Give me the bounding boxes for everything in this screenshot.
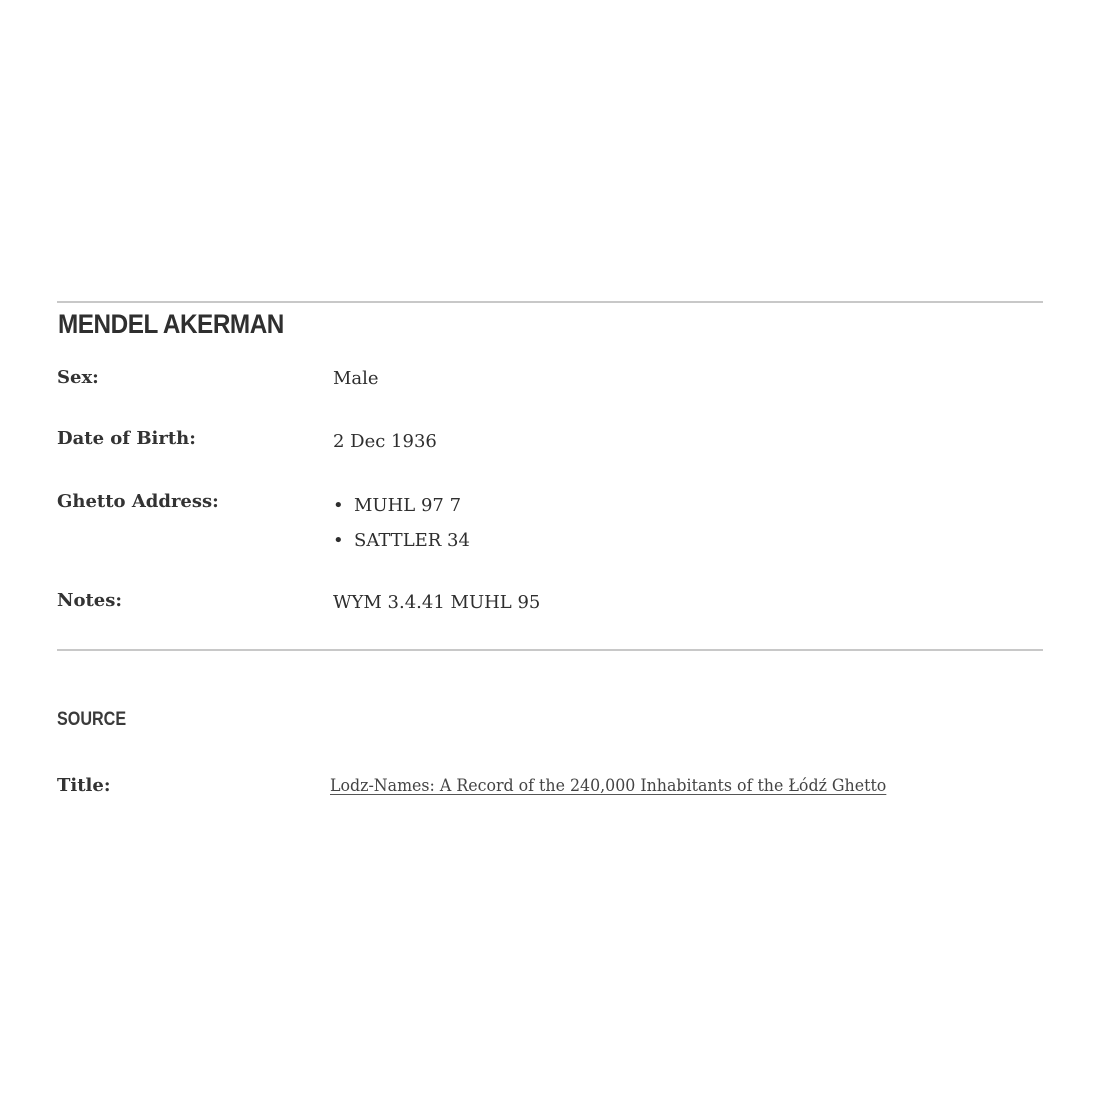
ghetto-address-label: Ghetto Address: <box>57 491 219 512</box>
source-heading: SOURCE <box>57 709 127 730</box>
sex-value: Male <box>333 368 379 389</box>
notes-label: Notes: <box>57 590 123 611</box>
ghetto-address-item <box>333 494 470 529</box>
notes-value: WYM 3.4.41 MUHL 95 <box>333 592 541 613</box>
top-divider <box>57 301 1043 303</box>
sex-label: Sex: <box>57 367 99 388</box>
source-title-link[interactable]: Lodz-Names: A Record of the 240,000 Inhabitants of the Łódź Ghetto <box>330 776 887 796</box>
date-of-birth-value: 2 Dec 1936 <box>333 431 437 452</box>
bullet-icon: • <box>333 530 344 551</box>
ghetto-address-value: SATTLER 34 <box>354 530 470 551</box>
ghetto-address-value: MUHL 97 7 <box>354 495 462 516</box>
ghetto-address-list <box>333 494 470 564</box>
bullet-icon: • <box>333 495 344 516</box>
ghetto-address-item <box>333 529 470 564</box>
source-title-label: Title: <box>57 775 111 796</box>
date-of-birth-label: Date of Birth: <box>57 428 196 449</box>
bottom-divider <box>57 649 1043 651</box>
person-name: MENDEL AKERMAN <box>58 309 284 339</box>
